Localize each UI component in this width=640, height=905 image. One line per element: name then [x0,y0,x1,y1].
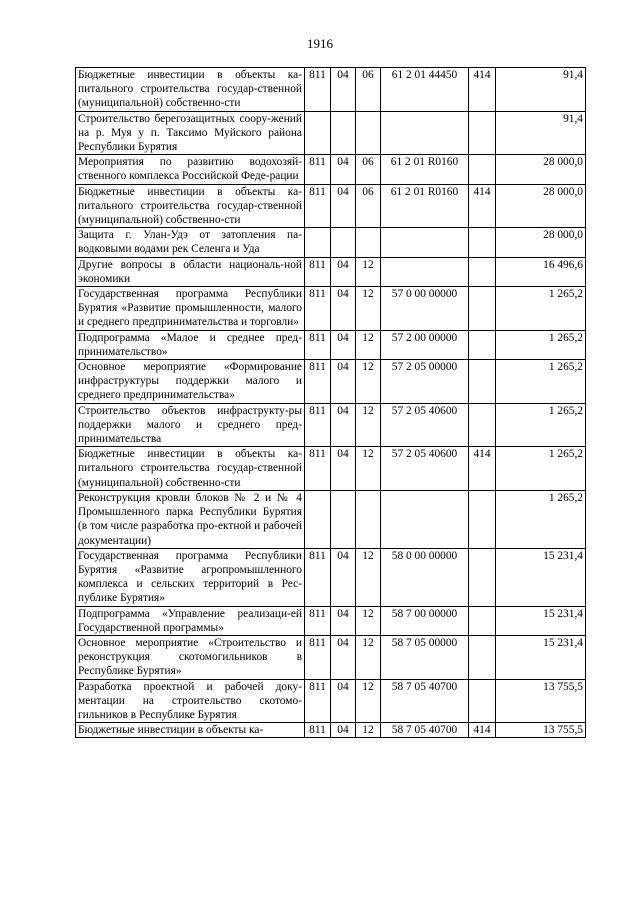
cell-subsection: 12 [356,287,381,331]
cell-amount: 16 496,6 [496,257,586,286]
cell-subsection: 12 [356,723,381,738]
cell-name: Строительство объектов инфраструкту-ры поддержки малого и среднего пред-принимательства [76,403,305,447]
cell-expense-type [469,679,496,723]
cell-target-article: 58 7 00 00000 [381,606,469,635]
cell-section: 04 [331,257,356,286]
cell-subsection: 12 [356,403,381,447]
budget-rows [76,68,586,738]
cell-glava [305,228,331,257]
cell-expense-type [469,111,496,155]
cell-expense-type [469,548,496,606]
cell-name: Защита г. Улан-Удэ от затопления па-водковыми водами рек Селенга и Уда [76,228,305,257]
cell-name: Бюджетные инвестиции в объекты ка-питального строительства государ-ственной (муниципальной) собственно-сти [76,447,305,491]
cell-expense-type [469,360,496,404]
cell-target-article: 57 0 00 00000 [381,287,469,331]
cell-amount: 13 755,5 [496,723,586,738]
cell-amount: 91,4 [496,111,586,155]
cell-amount: 1 265,2 [496,287,586,331]
cell-name: Строительство берегозащитных соору-жений на р. Муя у п. Таксимо Муйского района Республики Бурятия [76,111,305,155]
cell-glava: 811 [305,635,331,679]
cell-name: Основное мероприятие «Формирование инфраструктуры поддержки малого и среднего предпринимательства» [76,360,305,404]
cell-subsection: 12 [356,635,381,679]
cell-section [331,111,356,155]
cell-section: 04 [331,606,356,635]
table-row [76,635,586,679]
table-row [76,330,586,359]
cell-expense-type [469,155,496,184]
cell-subsection: 06 [356,155,381,184]
cell-subsection: 12 [356,606,381,635]
table-row [76,490,586,548]
cell-expense-type [469,606,496,635]
cell-target-article: 61 2 01 44450 [381,68,469,112]
cell-expense-type [469,287,496,331]
cell-section [331,490,356,548]
cell-section: 04 [331,635,356,679]
cell-section [331,228,356,257]
cell-name: Бюджетные инвестиции в объекты ка-питального строительства государ-ственной (муниципальной) собственно-сти [76,184,305,228]
cell-amount: 1 265,2 [496,360,586,404]
page-number: 1916 [307,36,333,51]
cell-name: Мероприятия по развитию водохозяй-ственного комплекса Российской Феде-рации [76,155,305,184]
cell-name: Бюджетные инвестиции в объекты ка- [76,723,305,738]
cell-expense-type: 414 [469,447,496,491]
cell-glava: 811 [305,679,331,723]
budget-table [75,67,586,738]
cell-target-article: 58 7 05 40700 [381,723,469,738]
cell-glava: 811 [305,287,331,331]
cell-glava: 811 [305,330,331,359]
cell-glava: 811 [305,723,331,738]
cell-subsection: 06 [356,68,381,112]
cell-amount: 1 265,2 [496,490,586,548]
cell-amount: 1 265,2 [496,403,586,447]
cell-subsection: 12 [356,257,381,286]
cell-subsection [356,228,381,257]
cell-target-article: 57 2 05 00000 [381,360,469,404]
cell-name: Разработка проектной и рабочей доку-ментации на строительство скотомо-гильников в Республике Бурятия [76,679,305,723]
cell-glava: 811 [305,360,331,404]
cell-glava: 811 [305,606,331,635]
table-row [76,403,586,447]
cell-expense-type: 414 [469,68,496,112]
table-row [76,287,586,331]
cell-glava: 811 [305,68,331,112]
cell-glava: 811 [305,155,331,184]
cell-subsection [356,490,381,548]
cell-target-article [381,228,469,257]
cell-amount: 15 231,4 [496,548,586,606]
cell-name: Бюджетные инвестиции в объекты ка-питального строительства государ-ственной (муниципальной) собственно-сти [76,68,305,112]
cell-amount: 91,4 [496,68,586,112]
table-row [76,155,586,184]
cell-glava [305,490,331,548]
cell-target-article: 57 2 05 40600 [381,447,469,491]
cell-subsection: 12 [356,360,381,404]
cell-section: 04 [331,155,356,184]
cell-glava: 811 [305,548,331,606]
cell-expense-type [469,490,496,548]
cell-target-article [381,257,469,286]
table-row [76,606,586,635]
cell-subsection: 12 [356,447,381,491]
cell-section: 04 [331,68,356,112]
cell-name: Другие вопросы в области националь-ной экономики [76,257,305,286]
cell-name: Подпрограмма «Малое и среднее пред-принимательство» [76,330,305,359]
cell-amount: 1 265,2 [496,330,586,359]
cell-name: Государственная программа Республики Бурятия «Развитие промышленности, малого и среднего предпринимательства и торговли» [76,287,305,331]
cell-glava: 811 [305,447,331,491]
cell-section: 04 [331,184,356,228]
cell-amount: 28 000,0 [496,184,586,228]
cell-glava: 811 [305,403,331,447]
table-row [76,257,586,286]
table-row [76,228,586,257]
cell-expense-type [469,635,496,679]
cell-name: Реконструкция кровли блоков № 2 и № 4 Промышленного парка Республики Бурятия (в том числе разработка про-ектной и рабочей документации) [76,490,305,548]
cell-section: 04 [331,360,356,404]
table-row [76,679,586,723]
cell-amount: 15 231,4 [496,635,586,679]
cell-section: 04 [331,287,356,331]
cell-section: 04 [331,548,356,606]
cell-name: Подпрограмма «Управление реализаци-ей Государственной программы» [76,606,305,635]
cell-glava: 811 [305,184,331,228]
cell-target-article: 61 2 01 R0160 [381,155,469,184]
cell-name: Основное мероприятие «Строительство и реконструкция скотомогильников в Республике Бурятия» [76,635,305,679]
cell-target-article [381,111,469,155]
cell-section: 04 [331,679,356,723]
table-row [76,723,586,738]
cell-subsection: 06 [356,184,381,228]
cell-glava [305,111,331,155]
cell-section: 04 [331,403,356,447]
cell-target-article: 57 2 00 00000 [381,330,469,359]
cell-amount: 15 231,4 [496,606,586,635]
cell-amount: 28 000,0 [496,155,586,184]
cell-section: 04 [331,447,356,491]
cell-expense-type [469,330,496,359]
table-row [76,111,586,155]
cell-section: 04 [331,330,356,359]
cell-amount: 28 000,0 [496,228,586,257]
cell-expense-type: 414 [469,184,496,228]
cell-section: 04 [331,723,356,738]
table-row [76,184,586,228]
cell-amount: 1 265,2 [496,447,586,491]
cell-target-article [381,490,469,548]
cell-expense-type [469,257,496,286]
cell-glava: 811 [305,257,331,286]
cell-subsection [356,111,381,155]
cell-expense-type [469,228,496,257]
cell-target-article: 58 7 05 00000 [381,635,469,679]
cell-subsection: 12 [356,679,381,723]
cell-target-article: 61 2 01 R0160 [381,184,469,228]
table-row [76,68,586,112]
table-row [76,548,586,606]
cell-target-article: 57 2 05 40600 [381,403,469,447]
cell-target-article: 58 0 00 00000 [381,548,469,606]
cell-name: Государственная программа Республики Бурятия «Развитие агропромышленного комплекса и сельских территорий в Рес-публике Бурятия» [76,548,305,606]
cell-amount: 13 755,5 [496,679,586,723]
cell-subsection: 12 [356,548,381,606]
table-row [76,360,586,404]
cell-expense-type: 414 [469,723,496,738]
cell-target-article: 58 7 05 40700 [381,679,469,723]
cell-expense-type [469,403,496,447]
cell-subsection: 12 [356,330,381,359]
table-row [76,447,586,491]
